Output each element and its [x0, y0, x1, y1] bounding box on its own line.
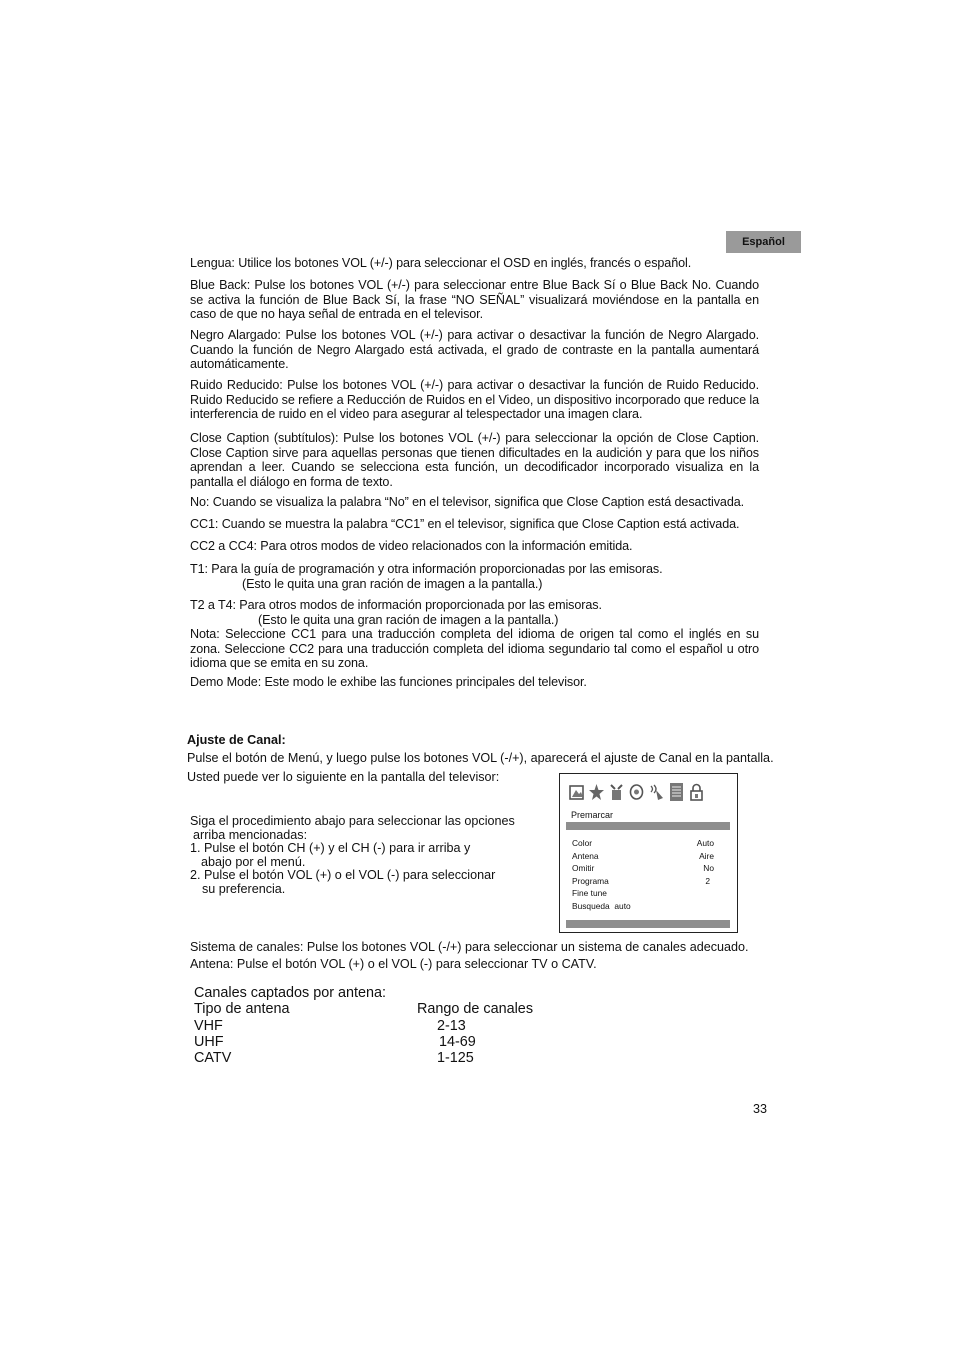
antenna-col-header-type: Tipo de antena [194, 1001, 290, 1017]
tv-menu-row-value: 2 [705, 875, 710, 886]
antenna-range: 2-13 [437, 1018, 466, 1034]
page-number: 33 [753, 1102, 768, 1116]
step-2b: su preferencia. [202, 881, 286, 896]
paragraph-t2 [190, 598, 759, 627]
tv-menu-title: Premarcar [571, 810, 614, 820]
tv-menu-row-label: Fine tune [572, 888, 607, 899]
t2-note: (Esto le quita una gran ración de imagen a la pantalla.) [258, 612, 559, 627]
tv-menu-row-label: Programa [572, 875, 609, 886]
antenna-range: 14-69 [439, 1034, 476, 1050]
tv-menu-row-label: Omitir [572, 863, 595, 874]
steps-lead-1: Siga el procedimiento abajo para seleccionar las opciones [190, 814, 515, 828]
sound-icon [628, 780, 645, 804]
tv-menu-divider-top [566, 822, 730, 830]
tv-menu-options [572, 837, 714, 913]
picture-icon [568, 780, 585, 804]
paragraph-ruido-reducido: Ruido Reducido: Pulse los botones VOL (+/-) para activar o desactivar la función de Ruido Reducido. Ruido Reducido se refiere a Reducción de Ruidos en el Video, un dispositivo incorporado que reduce la interferencia de ruido en el video para asegurar al telespectador una imagen clara. [190, 378, 759, 422]
tv-menu-row-value: No [703, 863, 714, 874]
paragraph-cc1: CC1: Cuando se muestra la palabra “CC1” en el televisor, significa que Close Caption está activada. [190, 517, 740, 531]
antenna-type: CATV [194, 1050, 232, 1066]
tv-menu-row [572, 887, 714, 900]
tv-menu-row [572, 837, 714, 850]
antenna-col-header-range: Rango de canales [417, 1001, 534, 1017]
t1-note: (Esto le quita una gran ración de imagen a la pantalla.) [242, 576, 543, 591]
tv-menu-row [572, 900, 714, 913]
sistema-de-canales: Sistema de canales: Pulse los botones VOL (-/+) para seleccionar un sistema de canales adecuado. [190, 940, 749, 954]
t1-line: T1: Para la guía de programación y otra información proporcionadas por las emisoras. [190, 562, 663, 576]
antena-line: Antena: Pulse el botón VOL (+) o el VOL (-) para seleccionar TV o CATV. [190, 957, 597, 971]
canal-steps [190, 815, 530, 897]
tv-menu-row-label: Busqueda auto [572, 900, 631, 911]
antenna-icon [648, 780, 665, 804]
antenna-type: UHF [194, 1034, 224, 1050]
tv-menu-row-value: Auto [696, 838, 714, 848]
paragraph-cc2: CC2 a CC4: Para otros modos de video relacionados con la información emitida. [190, 539, 633, 553]
step-1b: abajo por el menú. [201, 854, 306, 869]
tv-menu-row [572, 862, 714, 875]
paragraph-blue-back: Blue Back: Pulse los botones VOL (+/-) para seleccionar entre Blue Back Sí o Blue Back No. Cuando se activa la función de Blue Back Sí, la frase “NO SEÑAL” visualizará moviéndose en la pantalla en caso de que no haya señal de entrada en el televisor. [190, 278, 759, 322]
setup-icon [608, 780, 625, 804]
tv-menu-row-label: Color [572, 838, 593, 848]
tv-menu-row [572, 875, 714, 888]
tv-menu-screenshot [559, 773, 738, 933]
list-icon [668, 780, 685, 804]
paragraph-close-caption: Close Caption (subtítulos): Pulse los botones VOL (+/-) para seleccionar la opción de Close Caption. Close Caption sirve para aquellas personas que tienen dificultades en la audición y para que los niños aprendan a leer. Cuando se selecciona esta función, un decodificador incorporado visualiza en la pantalla el diálogo en forma de texto. [190, 431, 759, 489]
antenna-range: 1-125 [437, 1050, 474, 1066]
canal-intro-1: Pulse el botón de Menú, y luego pulse los botones VOL (-/+), aparecerá el ajuste de Canal en la pantalla. [187, 751, 774, 765]
tv-menu-row-value: Aire [699, 850, 714, 861]
paragraph-lengua: Lengua: Utilice los botones VOL (+/-) para seleccionar el OSD en inglés, francés o español. [190, 256, 692, 270]
language-tab: Español [726, 231, 801, 253]
antenna-table-title: Canales captados por antena: [194, 985, 387, 1001]
paragraph-negro-alargado: Negro Alargado: Pulse los botones VOL (+/-) para activar o desactivar la función de Negro Alargado. Cuando la función de Negro Alargado está activada, el grado de contraste en la pantalla aumentará automáticamente. [190, 328, 759, 372]
tv-menu-row-label: Antena [572, 850, 599, 861]
paragraph-t1 [190, 562, 759, 591]
tv-menu-icon-bar [568, 780, 728, 806]
star-icon [588, 780, 605, 804]
step-2a: 2. Pulse el botón VOL (+) o el VOL (-) para seleccionar [190, 868, 496, 883]
steps-lead-2: arriba mencionadas: [193, 827, 308, 842]
tv-menu-divider-bottom [566, 920, 730, 928]
tv-menu-row [572, 850, 714, 863]
paragraph-no: No: Cuando se visualiza la palabra “No” en el televisor, significa que Close Caption está desactivada. [190, 495, 745, 509]
canal-intro-2: Usted puede ver lo siguiente en la pantalla del televisor: [187, 770, 500, 784]
step-1a: 1. Pulse el botón CH (+) y el CH (-) para ir arriba y [190, 841, 471, 856]
t2-line: T2 a T4: Para otros modos de información proporcionada por las emisoras. [190, 598, 602, 612]
antenna-type: VHF [194, 1018, 223, 1034]
canal-heading: Ajuste de Canal: [187, 733, 286, 747]
paragraph-demo-mode: Demo Mode: Este modo le exhibe las funciones principales del televisor. [190, 675, 587, 689]
lock-icon [688, 780, 705, 804]
paragraph-nota: Nota: Seleccione CC1 para una traducción completa del idioma de origen tal como el inglés en su zona. Seleccione CC2 para una traducción completa del idioma segundario tal como el español u otro idioma que se emita en su zona. [190, 627, 759, 671]
